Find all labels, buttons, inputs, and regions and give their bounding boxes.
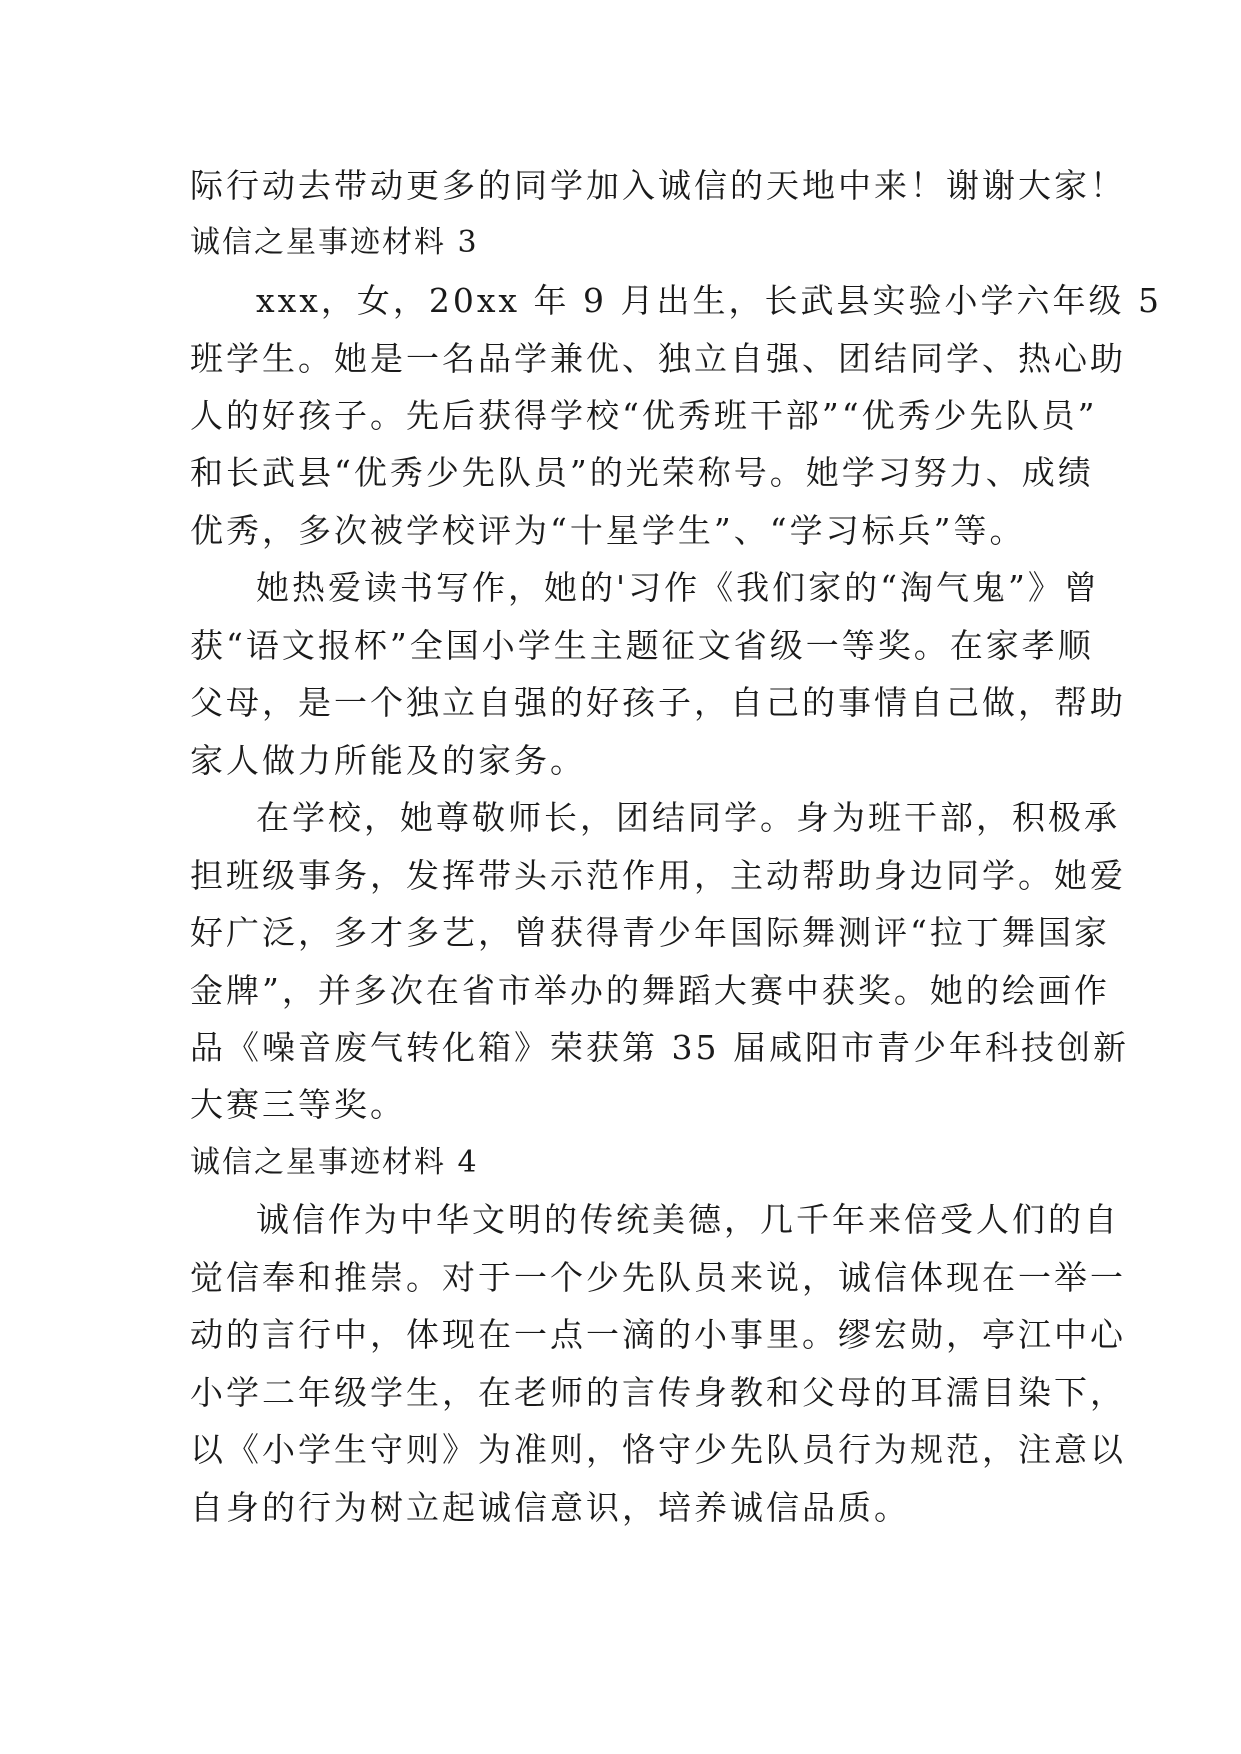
body-text-line: 自身的行为树立起诚信意识，培养诚信品质。 xyxy=(190,1488,910,1527)
paragraph-first-line: 她热爱读书写作，她的'习作《我们家的“淘气鬼”》曾 xyxy=(256,568,1100,607)
body-text-line: 担班级事务，发挥带头示范作用，主动帮助身边同学。她爱 xyxy=(190,856,1126,895)
body-text-line: 和长武县“优秀少先队员”的光荣称号。她学习努力、成绩 xyxy=(190,453,1094,492)
body-text-line: 父母，是一个独立自强的好孩子，自己的事情自己做，帮助 xyxy=(190,683,1126,722)
section-heading: 诚信之星事迹材料 3 xyxy=(190,225,479,260)
body-text-line: 大赛三等奖。 xyxy=(190,1085,406,1124)
section-heading: 诚信之星事迹材料 4 xyxy=(190,1145,479,1180)
body-text-line: 家人做力所能及的家务。 xyxy=(190,741,586,780)
paragraph-first-line: 在学校，她尊敬师长，团结同学。身为班干部，积极承 xyxy=(256,798,1120,837)
body-text-line: 品《噪音废气转化箱》荣获第 35 届咸阳市青少年科技创新 xyxy=(190,1028,1129,1067)
paragraph-first-line: xxx，女，20xx 年 9 月出生，长武县实验小学六年级 5 xyxy=(256,281,1162,320)
body-text-line: 金牌”，并多次在省市举办的舞蹈大赛中获奖。她的绘画作 xyxy=(190,971,1110,1010)
paragraph-first-line: 诚信作为中华文明的传统美德，几千年来倍受人们的自 xyxy=(256,1200,1120,1239)
body-text-line: 以《小学生守则》为准则，恪守少先队员行为规范，注意以 xyxy=(190,1430,1126,1469)
body-text-line: 际行动去带动更多的同学加入诚信的天地中来！谢谢大家！ xyxy=(190,166,1126,205)
body-text-line: 班学生。她是一名品学兼优、独立自强、团结同学、热心助 xyxy=(190,339,1126,378)
body-text-line: 动的言行中，体现在一点一滴的小事里。缪宏勋，亭江中心 xyxy=(190,1315,1126,1354)
body-text-line: 觉信奉和推崇。对于一个少先队员来说，诚信体现在一举一 xyxy=(190,1258,1126,1297)
body-text-line: 获“语文报杯”全国小学生主题征文省级一等奖。在家孝顺 xyxy=(190,626,1094,665)
body-text-line: 优秀，多次被学校评为“十星学生”、“学习标兵”等。 xyxy=(190,511,1026,550)
body-text-line: 小学二年级学生，在老师的言传身教和父母的耳濡目染下， xyxy=(190,1373,1126,1412)
body-text-line: 好广泛，多才多艺，曾获得青少年国际舞测评“拉丁舞国家 xyxy=(190,913,1110,952)
body-text-line: 人的好孩子。先后获得学校“优秀班干部”“优秀少先队员” xyxy=(190,396,1098,435)
